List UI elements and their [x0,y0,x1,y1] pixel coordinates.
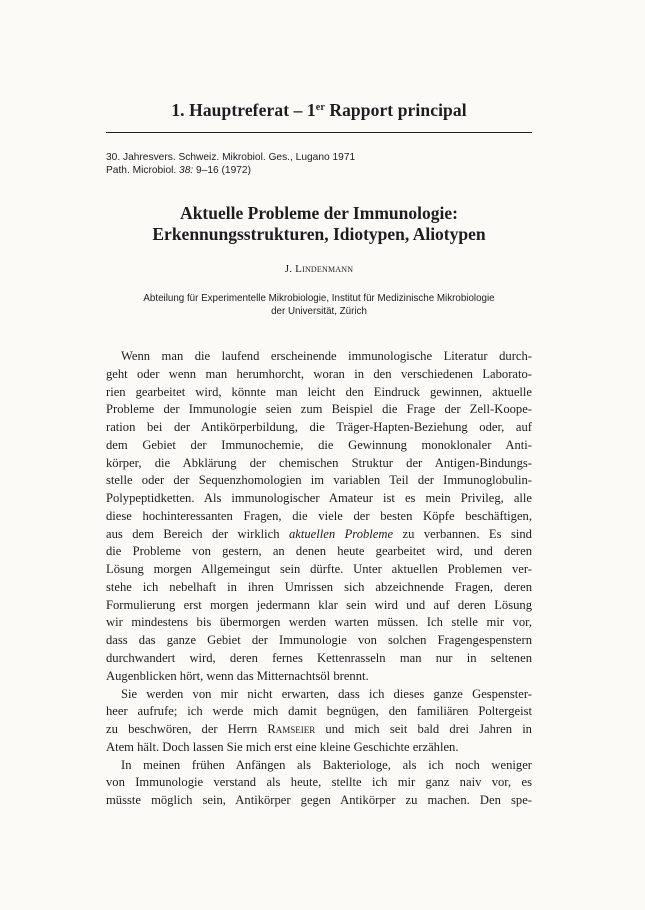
body-text [106,348,532,810]
body-line: ration bei der Antikörperbildung, die Träger-Hapten-Beziehung oder, auf [106,420,532,435]
body-line: Augenblicken hört, wenn das Mitternachtsöl brennt. [106,668,369,683]
body-line: stelle oder der Sequenzhomologien im variablen Teil der Immunoglobulin- [106,473,532,488]
citation-journal: Path. Microbiol. 38: 9–16 (1972) [106,165,251,176]
body-line: körper, die Abklärung der chemischen Struktur der Antigen-Bindungs- [106,455,532,470]
body-line: heer aufrufe; ich werde mich damit begnügen, den familiären Poltergeist [106,704,532,719]
body-line: Formulierung erst morgen jedermann klar sein wird und auf deren Lösung [106,597,532,612]
body-line: Wenn man die laufend erscheinende immunologische Literatur durch- [121,349,532,363]
body-line: Probleme der Immunologie seien zum Beispiel die Frage der Zell-Koope- [106,402,532,417]
body-line: dem Gebiet der Immunochemie, die Gewinnung monoklonaler Anti- [106,437,532,452]
body-line: die Probleme von gestern, an denen heute gearbeitet wird, und deren [106,544,532,559]
citation-meeting: 30. Jahresvers. Schweiz. Mikrobiol. Ges., Lugano 1971 [106,152,356,163]
body-line: Polypeptidketten. Als immunologischer Amateur ist es mein Privileg, alle [106,491,532,506]
body-line: durchwandert wird, deren fernes Kettenrasseln man nur in seltenen [106,651,532,666]
body-line: Lösung morgen Allgemeingut sein dürfte. Unter aktuellen Problemen ver- [106,562,532,577]
affiliation-line1: Abteilung für Experimentelle Mikrobiologie, Institut für Medizinische Mikrobiologie [143,293,495,304]
body-line: rien gearbeitet wird, könnte man leicht den Eindruck gewinnen, aktuelle [106,384,532,399]
body-line: geht oder wenn man herumhorcht, woran in den verschiedenen Laborato- [106,366,532,381]
body-line: Atem hält. Doch lassen Sie mich erst eine kleine Geschichte erzählen. [106,739,459,754]
person-name: Ramseier [267,722,316,737]
body-line: müsste möglich sein, Antikörper gegen Antikörper zu machen. Den spe- [106,793,532,808]
body-line: Sie werden von mir nicht erwarten, dass ich dieses ganze Gespenster- [121,686,532,701]
author: J. Lindenmann [284,263,354,275]
body-line: stehe ich nebelhaft in ihren Umrissen sich abzeichnende Fragen, deren [106,579,532,594]
section-heading: 1. Hauptreferat – 1er Rapport principal [171,100,467,120]
article-title-line1: Aktuelle Probleme der Immunologie: [180,203,458,223]
body-line: aus dem Bereich der wirklich aktuellen Probleme zu verbannen. Es sind [106,526,532,541]
body-line: In meinen frühen Anfängen als Bakteriologe, als ich noch weniger [121,757,532,772]
body-line: zu beschwören, der Herrn Ramseier und mich seit bald drei Jahren in [106,722,532,737]
body-line: von Immunologie verstand als heute, stellte ich mir ganz naiv vor, es [106,775,532,790]
article-title-line2: Erkennungsstrukturen, Idiotypen, Aliotypen [152,224,486,244]
heading-rule [106,132,532,133]
affiliation-line2: der Universität, Zürich [271,306,367,317]
body-line: wir mindestens bis übermorgen werden warten müssen. Ich stelle mir vor, [106,615,532,630]
body-line: diese hochinteressanten Fragen, die viele der besten Köpfe beschäftigen, [106,508,532,523]
emphasis-text: aktuellen Probleme [288,526,394,541]
body-line: dass das ganze Gebiet der Immunologie von solchen Fragengespenstern [106,633,532,648]
